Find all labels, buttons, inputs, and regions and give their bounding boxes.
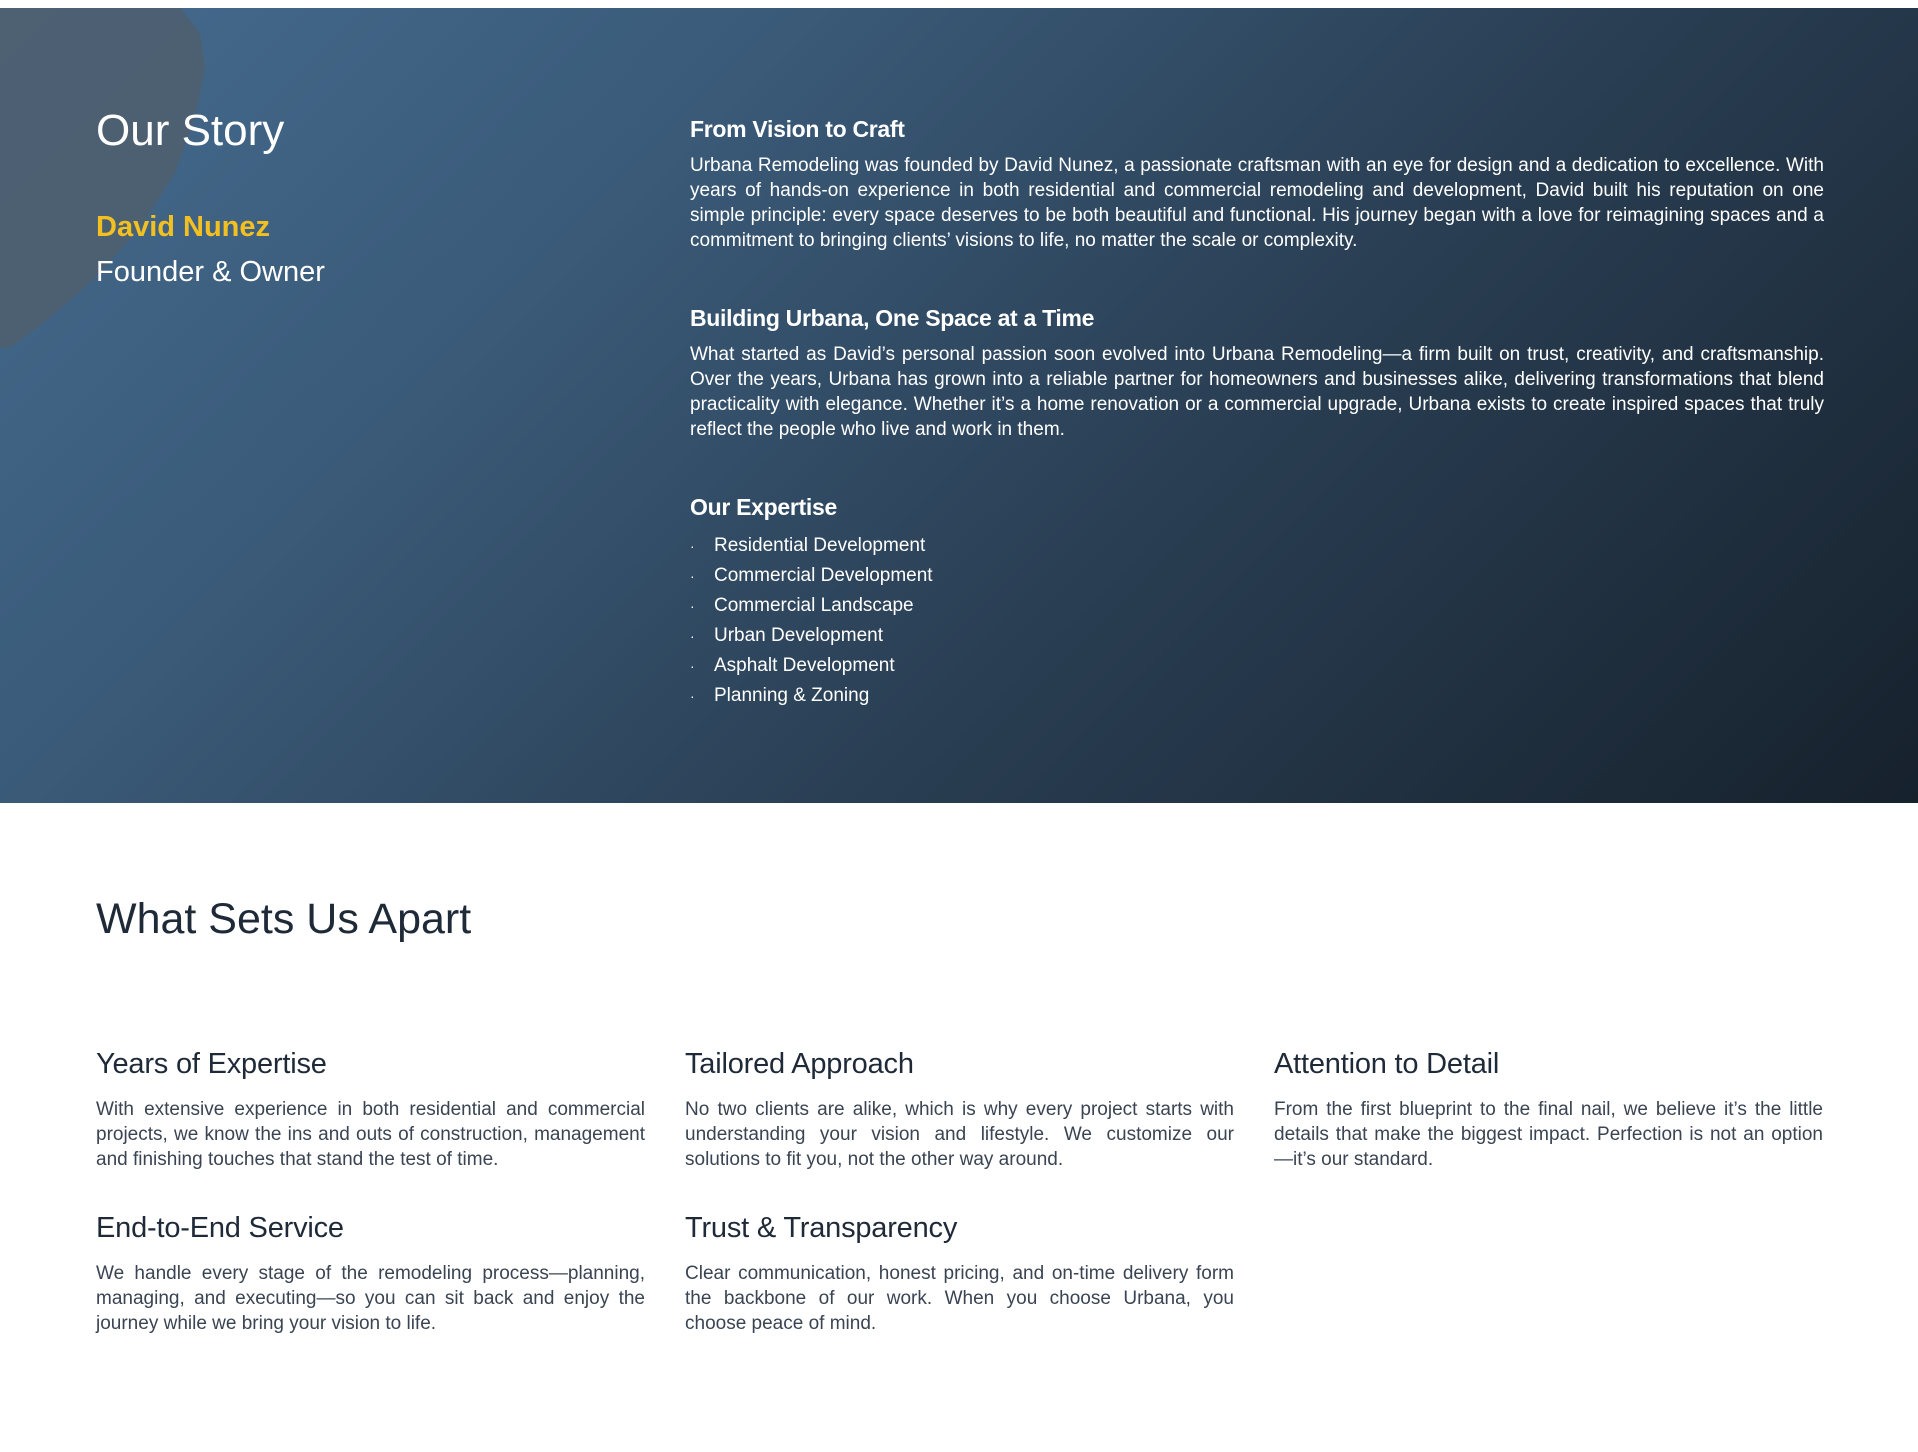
expertise-item-label: Asphalt Development <box>714 655 895 676</box>
bullet-icon: · <box>690 628 695 644</box>
expertise-item-label: Commercial Landscape <box>714 595 914 616</box>
section-title: What Sets Us Apart <box>96 895 472 943</box>
feature-title: Attention to Detail <box>1274 1048 1500 1080</box>
list-item <box>690 651 1824 681</box>
list-item <box>690 531 1824 561</box>
founder-name: David Nunez <box>96 211 271 243</box>
feature-text: With extensive experience in both residential and commercial projects, we know the ins and outs of construction, management and finishing touches that stand the test of time. <box>96 1099 645 1170</box>
what-sets-us-apart-section <box>96 895 1826 944</box>
feature-text: Clear communication, honest pricing, and on-time delivery form the backbone of our work. When you choose Urbana, you choose peace of mind. <box>685 1263 1234 1334</box>
list-item <box>690 621 1824 651</box>
feature-text: From the first blueprint to the final nail, we believe it’s the little details that make the biggest impact. Perfection is not an option—it’s our standard. <box>1274 1099 1823 1170</box>
feature-title: Tailored Approach <box>685 1048 914 1080</box>
list-item <box>690 561 1824 591</box>
bullet-icon: · <box>690 538 695 554</box>
bullet-icon: · <box>690 658 695 674</box>
story-block-text: Urbana Remodeling was founded by David Nunez, a passionate craftsman with an eye for design and a dedication to excellence. With years of hands-on experience in both residential and commercial remodeling and development, David built his reputation on one simple principle: every space deserves to be both beautiful and functional. His journey began with a love for reimagining spaces and a commitment to bringing clients’ visions to life, no matter the scale or complexity. <box>690 155 1824 251</box>
story-title: Our Story <box>96 106 285 155</box>
feature-card-trust <box>685 1212 1234 1336</box>
our-story-section <box>0 8 1918 803</box>
expertise-list <box>690 531 1824 711</box>
feature-title: Trust & Transparency <box>685 1212 958 1244</box>
expertise-item-label: Commercial Development <box>714 565 933 586</box>
list-item <box>690 591 1824 621</box>
story-intro <box>96 106 325 289</box>
bullet-icon: · <box>690 568 695 584</box>
story-block-expertise <box>690 494 1824 711</box>
feature-text: We handle every stage of the remodeling process—planning, managing, and executing—so you can sit back and enjoy the journey while we bring your vision to life. <box>96 1263 645 1334</box>
feature-card-detail <box>1274 1048 1823 1172</box>
story-content <box>690 116 1824 711</box>
feature-grid <box>96 1048 1826 1336</box>
founder-role: Founder & Owner <box>96 256 325 288</box>
feature-title: Years of Expertise <box>96 1048 327 1080</box>
expertise-item-label: Residential Development <box>714 535 926 556</box>
story-block-building <box>690 305 1824 442</box>
expertise-item-label: Planning & Zoning <box>714 685 870 706</box>
story-block-text: What started as David’s personal passion soon evolved into Urbana Remodeling—a firm built on trust, creativity, and craftsmanship. Over the years, Urbana has grown into a reliable partner for homeowners and businesses alike, delivering transformations that blend practicality with elegance. Whether it’s a home renovation or a commercial upgrade, Urbana exists to create inspired spaces that truly reflect the people who live and work in them. <box>690 344 1824 440</box>
feature-text: No two clients are alike, which is why every project starts with understanding your vision and lifestyle. We customize our solutions to fit you, not the other way around. <box>685 1099 1234 1170</box>
feature-title: End-to-End Service <box>96 1212 344 1244</box>
feature-card-tailored <box>685 1048 1234 1172</box>
story-block-heading: From Vision to Craft <box>690 116 905 142</box>
bullet-icon: · <box>690 688 695 704</box>
story-block-vision <box>690 116 1824 253</box>
feature-card-expertise <box>96 1048 645 1172</box>
list-item <box>690 681 1824 711</box>
bullet-icon: · <box>690 598 695 614</box>
story-block-heading: Building Urbana, One Space at a Time <box>690 305 1095 331</box>
expertise-heading: Our Expertise <box>690 494 837 520</box>
expertise-item-label: Urban Development <box>714 625 883 646</box>
feature-card-service <box>96 1212 645 1336</box>
